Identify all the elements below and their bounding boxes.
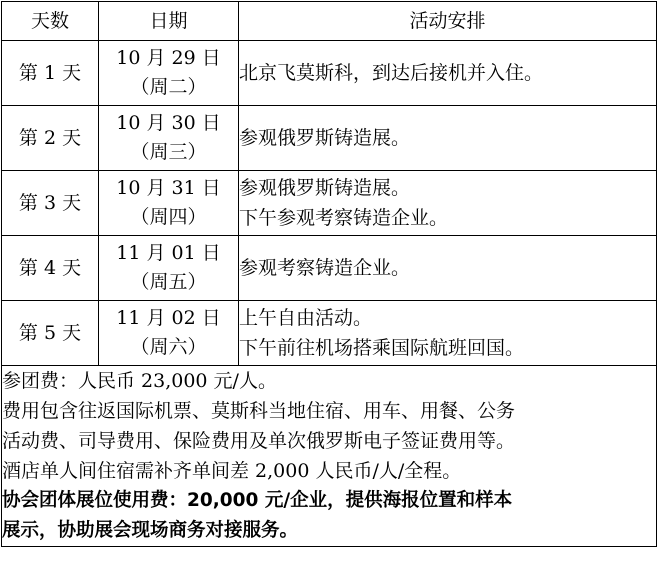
activity-cell — [239, 171, 657, 236]
activity-text: 参观考察铸造企业。 — [239, 257, 411, 279]
date-text: 11 月 01 日 — [116, 242, 221, 264]
date-text: 10 月 29 日 — [116, 47, 221, 69]
weekday-text: （周四） — [130, 206, 207, 228]
weekday-text: （周六） — [130, 336, 207, 358]
activity-text-2: 下午参观考察铸造企业。 — [239, 207, 449, 229]
date-cell — [99, 171, 239, 236]
day-cell: 第 3 天 — [2, 171, 99, 236]
table-row — [2, 236, 657, 301]
date-cell — [99, 236, 239, 301]
notes-cell — [2, 366, 657, 547]
booth-fee-text-1: 协会团体展位使用费：20,000 元/企业，提供海报位置和样本 — [2, 490, 513, 511]
date-text: 10 月 31 日 — [116, 177, 221, 199]
activity-text: 上午自由活动。 — [239, 307, 373, 329]
date-cell — [99, 301, 239, 366]
header-day: 天数 — [2, 2, 99, 41]
day-cell: 第 2 天 — [2, 106, 99, 171]
date-cell — [99, 41, 239, 106]
notes-row — [2, 366, 657, 547]
weekday-text: （周五） — [130, 271, 207, 293]
single-room-text: 酒店单人间住宿需补齐单间差 2,000 人民币/人/全程。 — [2, 460, 462, 482]
activity-cell — [239, 41, 657, 106]
includes-text-2: 活动费、司导费用、保险费用及单次俄罗斯电子签证费用等。 — [2, 430, 516, 452]
date-text: 10 月 30 日 — [116, 112, 221, 134]
fee-text: 参团费：人民币 23,000 元/人。 — [2, 370, 277, 392]
date-text: 11 月 02 日 — [116, 307, 221, 329]
header-activity: 活动安排 — [239, 2, 657, 41]
booth-fee-text-2: 展示，协助展会现场商务对接服务。 — [2, 520, 299, 541]
day-cell: 第 4 天 — [2, 236, 99, 301]
activity-cell — [239, 301, 657, 366]
includes-text-1: 费用包含往返国际机票、莫斯科当地住宿、用车、用餐、公务 — [2, 400, 516, 422]
weekday-text: （周三） — [130, 141, 207, 163]
activity-text: 北京飞莫斯科，到达后接机并入住。 — [239, 62, 544, 84]
activity-cell — [239, 236, 657, 301]
day-cell: 第 1 天 — [2, 41, 99, 106]
activity-text: 参观俄罗斯铸造展。 — [239, 127, 411, 149]
activity-text: 参观俄罗斯铸造展。 — [239, 177, 411, 199]
activity-text-2: 下午前往机场搭乘国际航班回国。 — [239, 337, 525, 359]
itinerary-table — [1, 1, 657, 547]
table-row — [2, 106, 657, 171]
table-row — [2, 301, 657, 366]
header-row — [2, 2, 657, 41]
day-cell: 第 5 天 — [2, 301, 99, 366]
date-cell — [99, 106, 239, 171]
table-row — [2, 171, 657, 236]
table-row — [2, 41, 657, 106]
header-date: 日期 — [99, 2, 239, 41]
activity-cell — [239, 106, 657, 171]
weekday-text: （周二） — [130, 76, 207, 98]
